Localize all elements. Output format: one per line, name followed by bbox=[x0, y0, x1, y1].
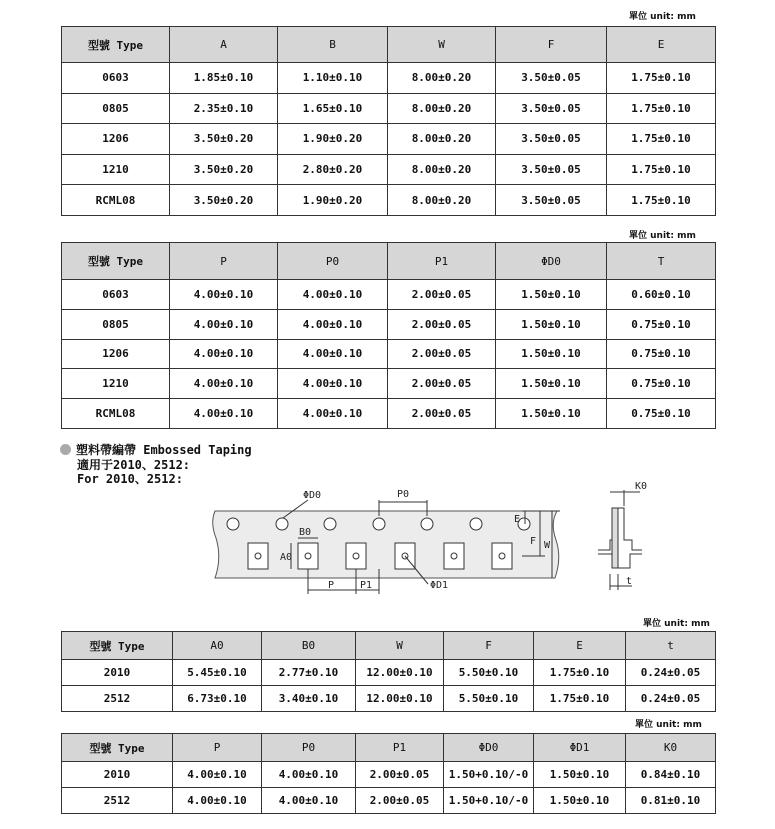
cell: 1.90±0.20 bbox=[278, 185, 388, 216]
cell-type: 1206 bbox=[62, 339, 170, 369]
header-p: P bbox=[170, 243, 278, 280]
cell: 1.50±0.10 bbox=[496, 280, 607, 310]
label-p: P bbox=[328, 580, 335, 591]
label-f: F bbox=[530, 536, 537, 547]
label-p0: P0 bbox=[397, 489, 410, 500]
cell: 5.50±0.10 bbox=[444, 660, 534, 686]
cell: 1.90±0.20 bbox=[278, 124, 388, 155]
header-w: W bbox=[388, 27, 496, 63]
header-p1: P1 bbox=[356, 734, 444, 762]
cell: 2.00±0.05 bbox=[388, 369, 496, 399]
cell: 8.00±0.20 bbox=[388, 185, 496, 216]
cell: 1.50+0.10/-0 bbox=[444, 762, 534, 788]
cell: 0.75±0.10 bbox=[607, 309, 716, 339]
cell: 6.73±0.10 bbox=[173, 686, 262, 712]
cell: 4.00±0.10 bbox=[278, 339, 388, 369]
cell: 5.45±0.10 bbox=[173, 660, 262, 686]
cell: 0.60±0.10 bbox=[607, 280, 716, 310]
cell: 1.50±0.10 bbox=[534, 762, 626, 788]
cell: 1.75±0.10 bbox=[607, 63, 716, 94]
table-header-row bbox=[62, 734, 716, 762]
cell-type: RCML08 bbox=[62, 185, 170, 216]
cell: 12.00±0.10 bbox=[356, 660, 444, 686]
cell: 1.50±0.10 bbox=[496, 339, 607, 369]
label-b0: B0 bbox=[299, 527, 312, 538]
unit-label-2: 單位 unit: mm bbox=[629, 231, 696, 241]
cell: 2.35±0.10 bbox=[170, 93, 278, 124]
cell: 2.00±0.05 bbox=[388, 280, 496, 310]
cell: 1.75±0.10 bbox=[534, 686, 626, 712]
cell: 2.80±0.20 bbox=[278, 154, 388, 185]
table-embossed-pitch bbox=[61, 733, 716, 814]
section-applies-cn: 適用于2010、2512: bbox=[77, 458, 191, 472]
cell: 1.65±0.10 bbox=[278, 93, 388, 124]
cell: 8.00±0.20 bbox=[388, 124, 496, 155]
cell: 0.24±0.05 bbox=[626, 686, 716, 712]
header-type: 型號 Type bbox=[62, 243, 170, 280]
cell-type: 2010 bbox=[62, 762, 173, 788]
header-type: 型號 Type bbox=[62, 27, 170, 63]
cell: 1.75±0.10 bbox=[607, 154, 716, 185]
cell: 1.50+0.10/-0 bbox=[444, 788, 534, 814]
label-e: E bbox=[514, 514, 521, 525]
cell: 4.00±0.10 bbox=[170, 369, 278, 399]
cell: 1.85±0.10 bbox=[170, 63, 278, 94]
cell: 8.00±0.20 bbox=[388, 93, 496, 124]
table-row bbox=[62, 93, 716, 124]
header-a0: A0 bbox=[173, 632, 262, 660]
cell: 3.50±0.05 bbox=[496, 93, 607, 124]
cell: 2.77±0.10 bbox=[262, 660, 356, 686]
cell-type: 0603 bbox=[62, 280, 170, 310]
header-p1: P1 bbox=[388, 243, 496, 280]
table-row bbox=[62, 762, 716, 788]
header-e: E bbox=[534, 632, 626, 660]
cell: 1.50±0.10 bbox=[496, 369, 607, 399]
table-row bbox=[62, 185, 716, 216]
label-d1: ΦD1 bbox=[430, 580, 449, 591]
label-t: t bbox=[626, 576, 633, 587]
label-d0: ΦD0 bbox=[303, 490, 322, 501]
table-row bbox=[62, 124, 716, 155]
table-tape-dimensions bbox=[61, 242, 716, 429]
cell: 4.00±0.10 bbox=[170, 280, 278, 310]
cell-type: RCML08 bbox=[62, 399, 170, 429]
cell: 3.50±0.20 bbox=[170, 154, 278, 185]
cell-type: 1210 bbox=[62, 369, 170, 399]
table-header-row bbox=[62, 243, 716, 280]
header-p0: P0 bbox=[278, 243, 388, 280]
header-a: A bbox=[170, 27, 278, 63]
label-k0: K0 bbox=[635, 481, 648, 492]
bullet-icon bbox=[60, 444, 71, 455]
cell-type: 0805 bbox=[62, 309, 170, 339]
table-chip-dimensions bbox=[61, 26, 716, 216]
cell: 1.75±0.10 bbox=[607, 124, 716, 155]
cell: 3.50±0.05 bbox=[496, 185, 607, 216]
embossed-tape-diagram bbox=[200, 478, 670, 600]
header-k0: K0 bbox=[626, 734, 716, 762]
cell: 3.50±0.20 bbox=[170, 185, 278, 216]
cell: 2.00±0.05 bbox=[388, 399, 496, 429]
table-header-row bbox=[62, 27, 716, 63]
cell: 2.00±0.05 bbox=[356, 762, 444, 788]
cell: 8.00±0.20 bbox=[388, 154, 496, 185]
section-applies-en: For 2010、2512: bbox=[77, 472, 183, 486]
cell: 5.50±0.10 bbox=[444, 686, 534, 712]
table-row bbox=[62, 660, 716, 686]
cell: 4.00±0.10 bbox=[170, 339, 278, 369]
cell-type: 0603 bbox=[62, 63, 170, 94]
label-a0: A0 bbox=[280, 552, 293, 563]
header-b: B bbox=[278, 27, 388, 63]
cell-type: 1210 bbox=[62, 154, 170, 185]
section-title-text: 塑料帶編帶 Embossed Taping bbox=[76, 443, 252, 457]
header-type: 型號 Type bbox=[62, 734, 173, 762]
header-p: P bbox=[173, 734, 262, 762]
cell-type: 0805 bbox=[62, 93, 170, 124]
table-embossed-dimensions bbox=[61, 631, 716, 712]
table-row bbox=[62, 399, 716, 429]
table-row bbox=[62, 63, 716, 94]
section-title bbox=[60, 443, 252, 457]
table-row bbox=[62, 280, 716, 310]
cell: 1.50±0.10 bbox=[496, 309, 607, 339]
cell: 1.75±0.10 bbox=[534, 660, 626, 686]
cell: 0.84±0.10 bbox=[626, 762, 716, 788]
header-e: E bbox=[607, 27, 716, 63]
cell: 1.75±0.10 bbox=[607, 93, 716, 124]
table-row bbox=[62, 686, 716, 712]
table-row bbox=[62, 369, 716, 399]
cell: 4.00±0.10 bbox=[262, 762, 356, 788]
cell: 3.50±0.05 bbox=[496, 154, 607, 185]
cell: 4.00±0.10 bbox=[173, 788, 262, 814]
header-d1: ΦD1 bbox=[534, 734, 626, 762]
cell: 4.00±0.10 bbox=[278, 399, 388, 429]
table-row bbox=[62, 788, 716, 814]
header-f: F bbox=[496, 27, 607, 63]
cell: 4.00±0.10 bbox=[278, 309, 388, 339]
header-type: 型號 Type bbox=[62, 632, 173, 660]
cell: 8.00±0.20 bbox=[388, 63, 496, 94]
unit-label-4: 單位 unit: mm bbox=[635, 720, 702, 730]
cell: 1.10±0.10 bbox=[278, 63, 388, 94]
header-f: F bbox=[444, 632, 534, 660]
table-header-row bbox=[62, 632, 716, 660]
header-t: T bbox=[607, 243, 716, 280]
cell: 1.50±0.10 bbox=[534, 788, 626, 814]
cell: 3.40±0.10 bbox=[262, 686, 356, 712]
header-w: W bbox=[356, 632, 444, 660]
table-row bbox=[62, 309, 716, 339]
header-d0: ΦD0 bbox=[444, 734, 534, 762]
cell: 0.81±0.10 bbox=[626, 788, 716, 814]
cell: 4.00±0.10 bbox=[278, 280, 388, 310]
cell: 4.00±0.10 bbox=[170, 399, 278, 429]
label-p1: P1 bbox=[360, 580, 373, 591]
header-t: t bbox=[626, 632, 716, 660]
cell: 4.00±0.10 bbox=[278, 369, 388, 399]
header-b0: B0 bbox=[262, 632, 356, 660]
cell: 3.50±0.20 bbox=[170, 124, 278, 155]
cell: 4.00±0.10 bbox=[173, 762, 262, 788]
cell: 3.50±0.05 bbox=[496, 124, 607, 155]
cell: 2.00±0.05 bbox=[356, 788, 444, 814]
cell-type: 1206 bbox=[62, 124, 170, 155]
cell: 3.50±0.05 bbox=[496, 63, 607, 94]
table-row bbox=[62, 154, 716, 185]
cell: 0.75±0.10 bbox=[607, 369, 716, 399]
cell: 2.00±0.05 bbox=[388, 309, 496, 339]
label-w: W bbox=[544, 540, 551, 551]
cell: 1.50±0.10 bbox=[496, 399, 607, 429]
unit-label-1: 單位 unit: mm bbox=[629, 12, 696, 22]
header-p0: P0 bbox=[262, 734, 356, 762]
cell: 0.75±0.10 bbox=[607, 399, 716, 429]
unit-label-3: 單位 unit: mm bbox=[643, 619, 710, 629]
cell: 0.24±0.05 bbox=[626, 660, 716, 686]
cell: 12.00±0.10 bbox=[356, 686, 444, 712]
cell-type: 2010 bbox=[62, 660, 173, 686]
table-row bbox=[62, 339, 716, 369]
cell: 0.75±0.10 bbox=[607, 339, 716, 369]
header-d0: ΦD0 bbox=[496, 243, 607, 280]
cell: 1.75±0.10 bbox=[607, 185, 716, 216]
cell: 4.00±0.10 bbox=[262, 788, 356, 814]
cell-type: 2512 bbox=[62, 788, 173, 814]
cell-type: 2512 bbox=[62, 686, 173, 712]
cell: 4.00±0.10 bbox=[170, 309, 278, 339]
cell: 2.00±0.05 bbox=[388, 339, 496, 369]
